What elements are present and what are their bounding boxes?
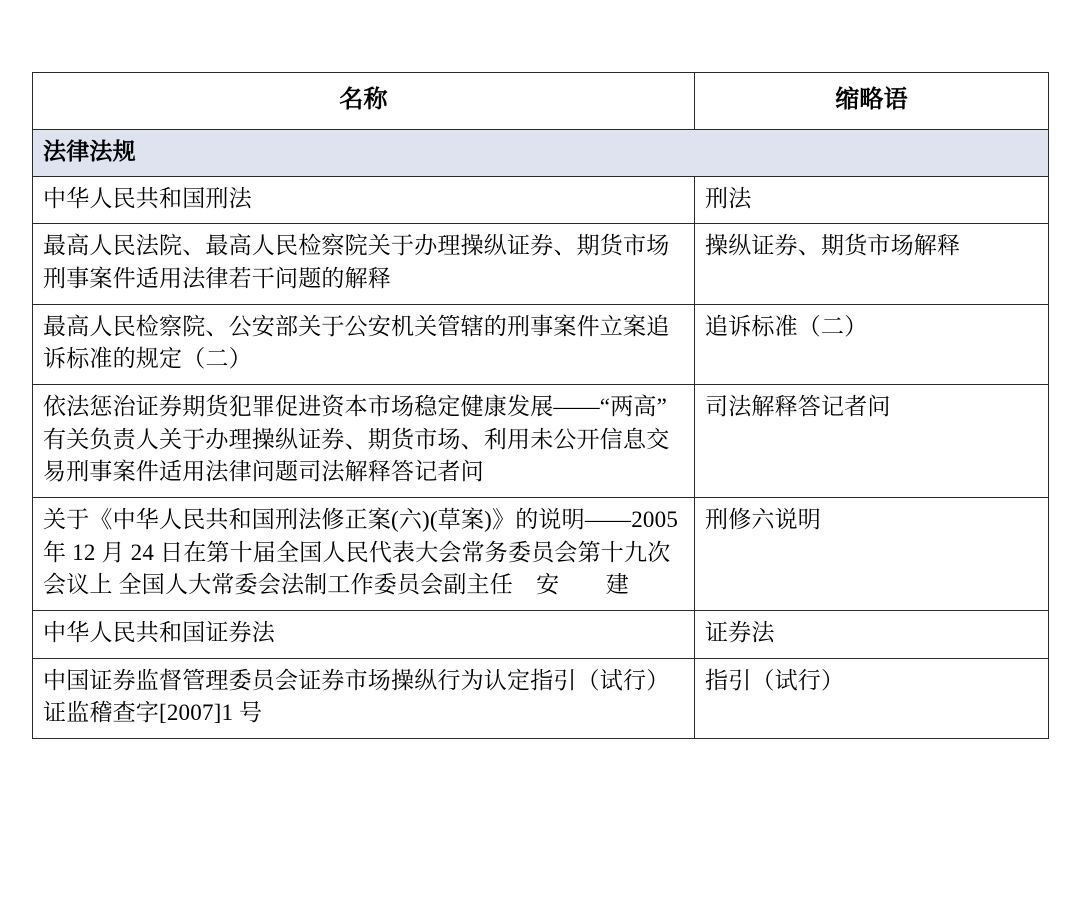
table-header — [33, 73, 1049, 130]
table-row — [33, 658, 1049, 738]
row-abbreviation: 刑修六说明 — [695, 497, 1049, 610]
table-row — [33, 385, 1049, 498]
table-header-row — [33, 73, 1049, 130]
table-row — [33, 304, 1049, 384]
row-abbreviation: 证券法 — [695, 610, 1049, 658]
abbreviation-table — [32, 72, 1049, 739]
row-name: 关于《中华人民共和国刑法修正案(六)(草案)》的说明——2005 年 12 月 24 日在第十届全国人民代表大会常务委员会第十九次会议上 全国人大常委会法制工作委员会副主任 安 建 — [33, 497, 695, 610]
row-abbreviation: 指引（试行） — [695, 658, 1049, 738]
column-header-abbreviation: 缩略语 — [695, 73, 1049, 130]
column-header-name: 名称 — [33, 73, 695, 130]
table-section-row — [33, 130, 1049, 177]
abbreviation-table-wrapper — [32, 72, 1048, 739]
row-abbreviation: 刑法 — [695, 176, 1049, 224]
row-name: 中华人民共和国证券法 — [33, 610, 695, 658]
row-name: 中国证券监督管理委员会证券市场操纵行为认定指引（试行） 证监稽查字[2007]1 号 — [33, 658, 695, 738]
section-label-laws-regulations: 法律法规 — [33, 130, 1049, 177]
row-abbreviation: 操纵证券、期货市场解释 — [695, 224, 1049, 304]
table-row — [33, 176, 1049, 224]
table-body — [33, 130, 1049, 739]
table-row — [33, 497, 1049, 610]
row-name: 中华人民共和国刑法 — [33, 176, 695, 224]
row-abbreviation: 追诉标准（二） — [695, 304, 1049, 384]
row-abbreviation: 司法解释答记者问 — [695, 385, 1049, 498]
row-name: 依法惩治证券期货犯罪促进资本市场稳定健康发展——“两高”有关负责人关于办理操纵证券、期货市场、利用未公开信息交易刑事案件适用法律问题司法解释答记者问 — [33, 385, 695, 498]
table-row — [33, 610, 1049, 658]
table-row — [33, 224, 1049, 304]
row-name: 最高人民法院、最高人民检察院关于办理操纵证券、期货市场刑事案件适用法律若干问题的解释 — [33, 224, 695, 304]
row-name: 最高人民检察院、公安部关于公安机关管辖的刑事案件立案追诉标准的规定（二） — [33, 304, 695, 384]
